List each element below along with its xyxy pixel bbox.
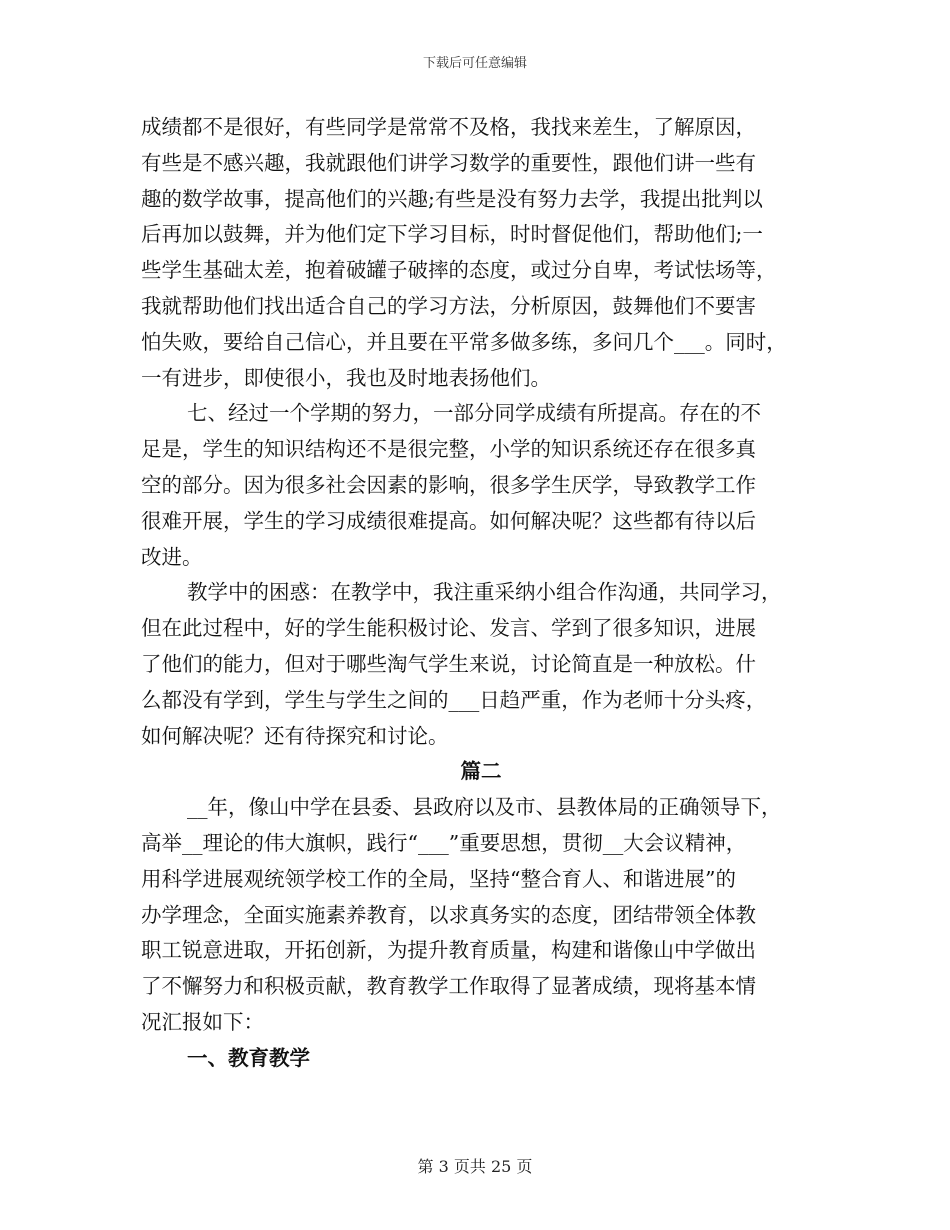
text-line: 么都没有学到，学生与学生之间的___日趋严重，作为老师十分头疼， — [141, 687, 767, 712]
text-line: 些学生基础太差，抱着破罐子破摔的态度，或过分自卑，考试怯场等， — [141, 258, 777, 283]
text-line: 七、经过一个学期的努力，一部分同学成绩有所提高。存在的不 — [187, 401, 761, 426]
text-line: 有些是不感兴趣，我就跟他们讲学习数学的重要性，跟他们讲一些有 — [141, 150, 756, 175]
text-line: 了他们的能力，但对于哪些淘气学生来说，讨论简直是一种放松。什 — [141, 651, 756, 676]
header-note: 下载后可任意编辑 — [422, 56, 527, 71]
text-line: 用科学进展观统领学校工作的全局，坚持“整合育人、和谐进展”的 — [141, 866, 736, 891]
text-line: 教学中的困惑：在教学中，我注重采纳小组合作沟通，共同学习， — [187, 580, 782, 605]
paragraph-top — [141, 110, 821, 396]
text-line: 后再加以鼓舞，并为他们定下学习目标，时时督促他们，帮助他们;一 — [141, 222, 763, 247]
text-line: 怕失败，要给自己信心，并且要在平常多做多练，多问几个___。同时， — [141, 329, 787, 354]
paragraph-seven — [141, 396, 821, 575]
text-line: 如何解决呢？还有待探究和讨论。 — [141, 723, 449, 748]
text-line: 但在此过程中，好的学生能积极讨论、发言、学到了很多知识，进展 — [141, 616, 756, 641]
paragraph-part-two — [141, 790, 821, 1041]
text-line: 很难开展，学生的学习成绩很难提高。如何解决呢？这些都有待以后 — [141, 508, 756, 533]
text-line: 空的部分。因为很多社会因素的影响，很多学生厌学，导致教学工作 — [141, 472, 756, 497]
text-line: 我就帮助他们找出适合自己的学习方法，分析原因，鼓舞他们不要害 — [141, 293, 756, 318]
text-line: 趣的数学故事，提高他们的兴趣;有些是没有努力去学，我提出批判以 — [141, 186, 763, 211]
text-line: 职工锐意进取，开拓创新，为提升教育质量，构建和谐像山中学做出 — [141, 938, 756, 963]
text-line: 足是，学生的知识结构还不是很完整，小学的知识系统还存在很多真 — [141, 437, 756, 462]
text-line: 成绩都不是很好，有些同学是常常不及格，我找来差生，了解原因， — [141, 115, 756, 139]
paragraph-confusion — [141, 575, 821, 754]
text-line: 办学理念，全面实施素养教育，以求真务实的态度，团结带领全体教 — [141, 902, 756, 927]
text-line: 了不懈努力和积极贡献，教育教学工作取得了显著成绩，现将基本情 — [141, 974, 756, 999]
text-line: 改进。 — [141, 544, 203, 569]
page-number: 第 3 页共 25 页 — [417, 1157, 533, 1176]
text-line: 高举__理论的伟大旗帜，践行“___”重要思想，贯彻__大会议精神， — [141, 830, 747, 855]
document-body — [141, 110, 821, 1077]
section-title: 篇二 — [460, 759, 502, 784]
text-line: 况汇报如下： — [141, 1009, 264, 1034]
text-line: 一有进步，即使很小，我也及时地表扬他们。 — [141, 365, 551, 390]
text-line: __年，像山中学在县委、县政府以及市、县教体局的正确领导下， — [187, 795, 782, 820]
subheading: 一、教育教学 — [187, 1045, 310, 1070]
